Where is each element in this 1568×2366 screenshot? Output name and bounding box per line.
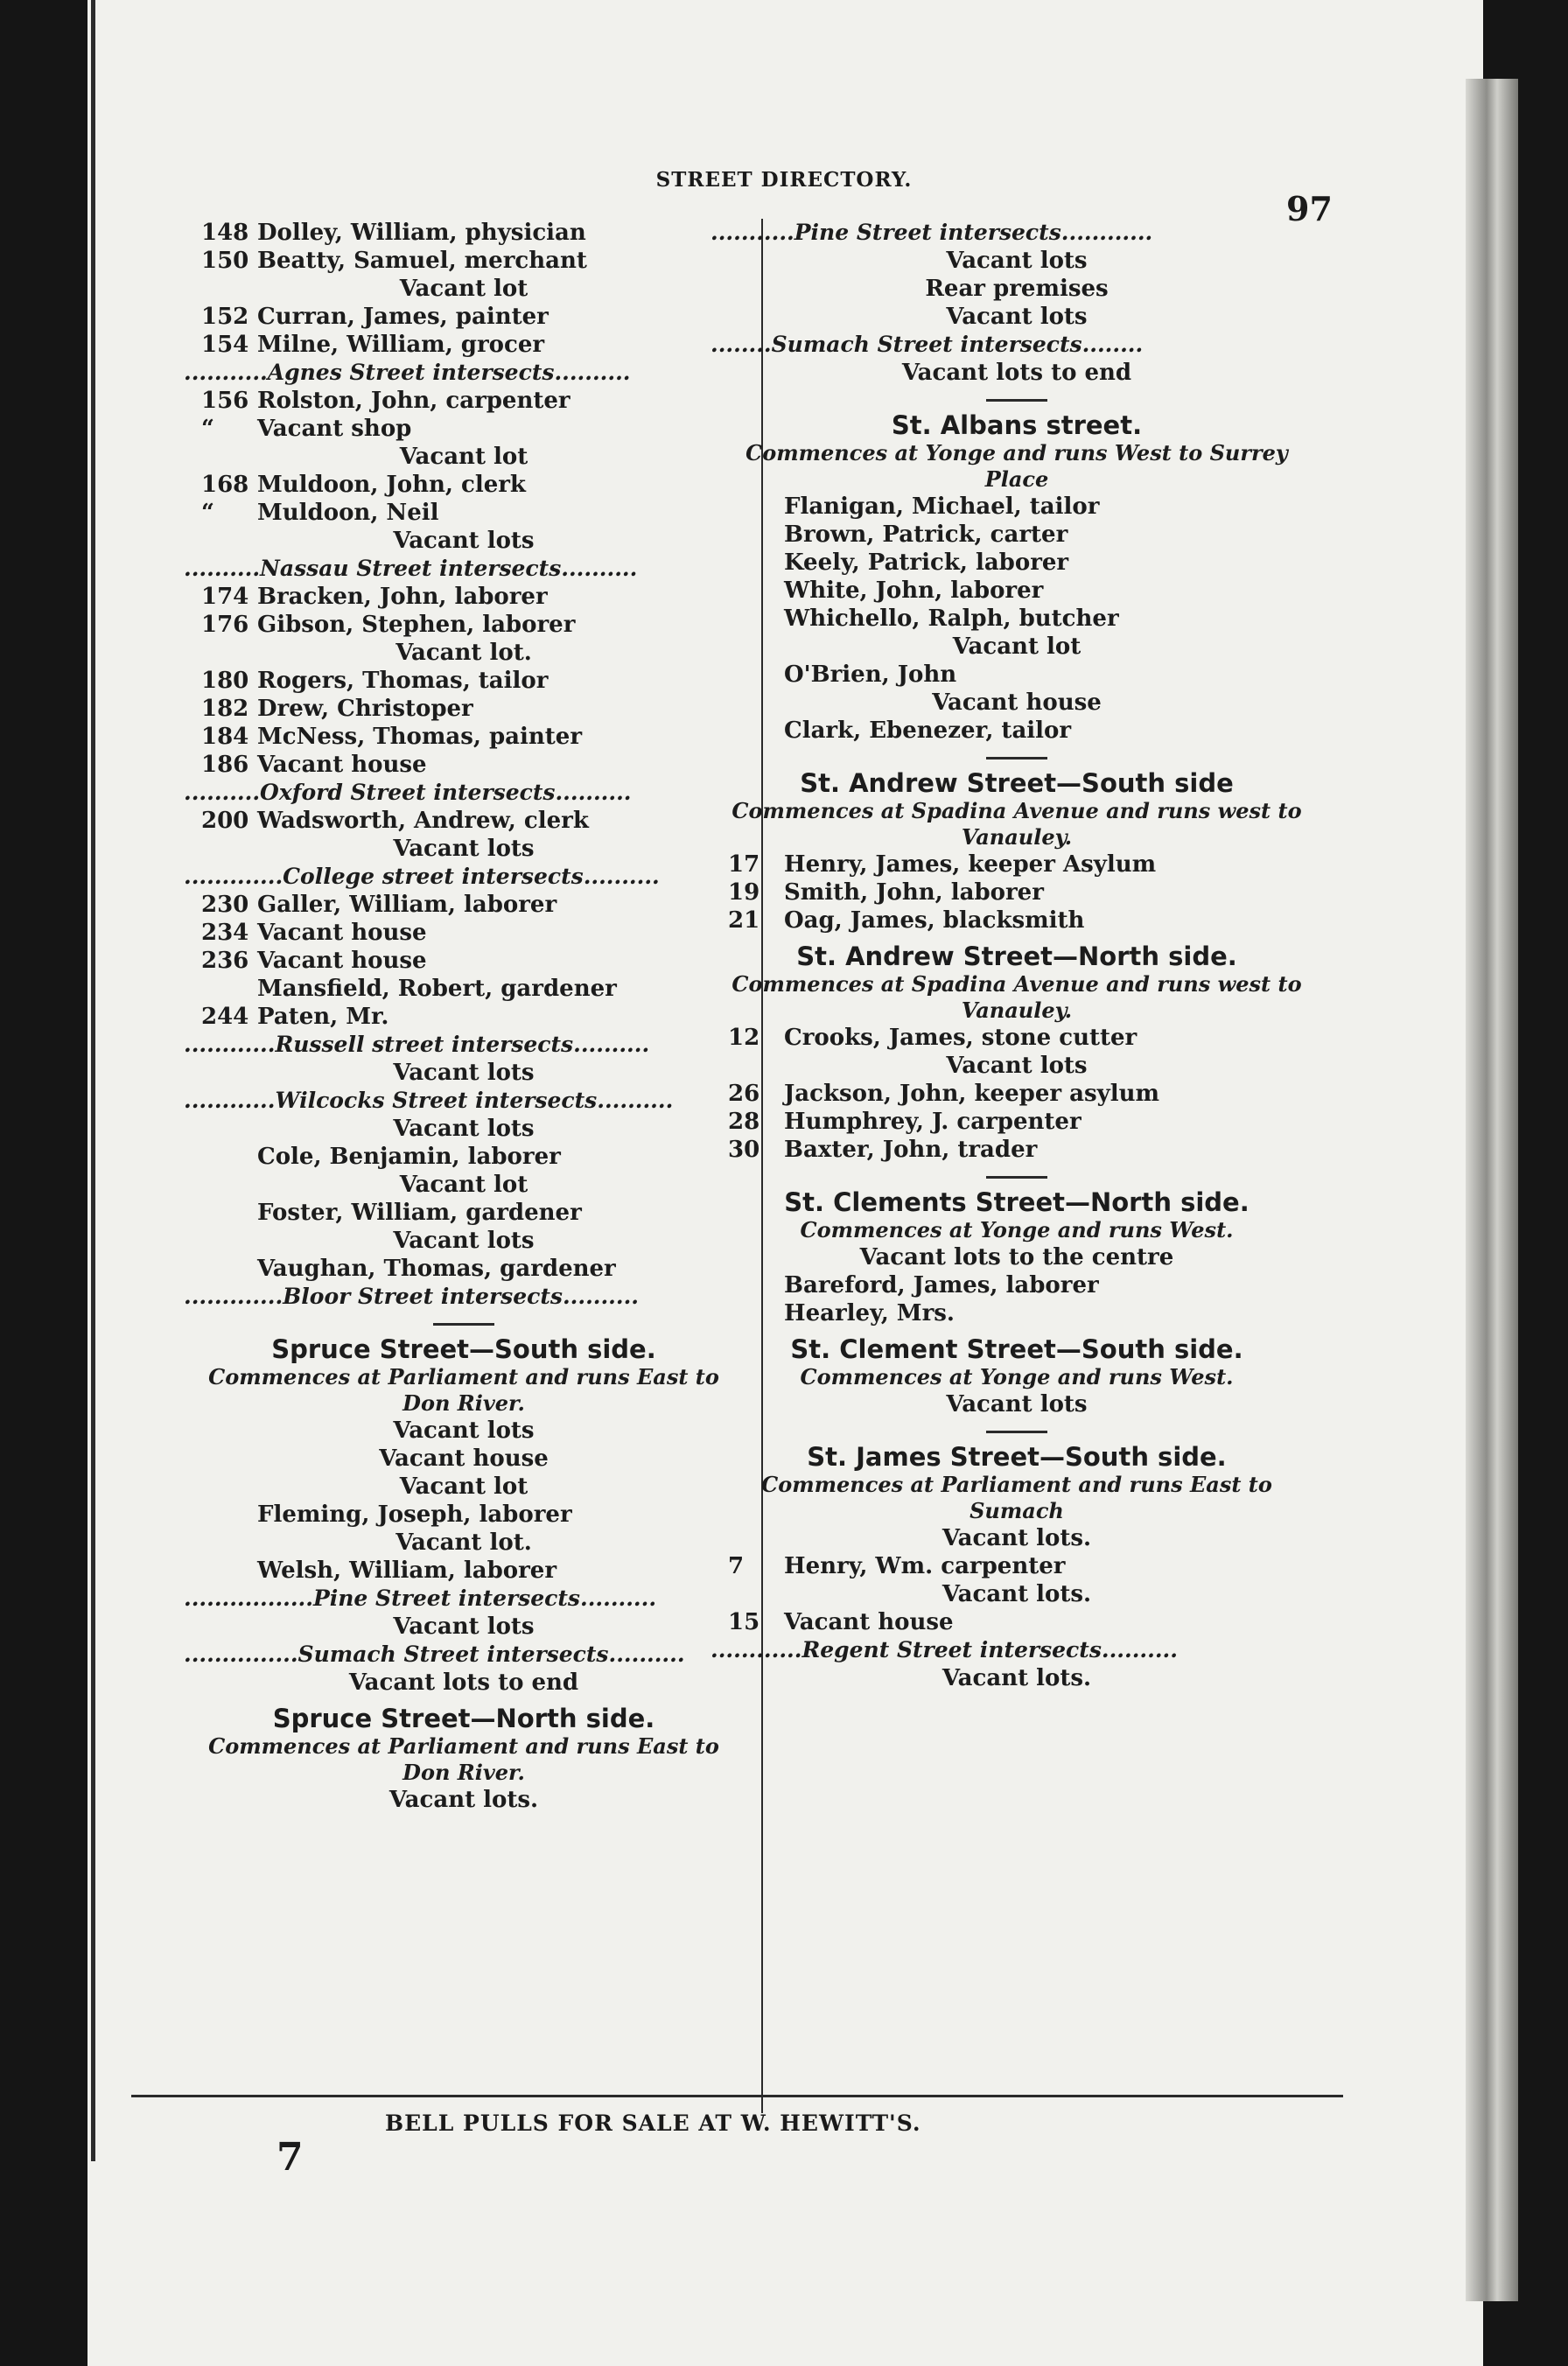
street-intersection: ............Russell street intersects.......... <box>184 1032 650 1057</box>
vacant-entry <box>184 1171 744 1199</box>
vacant-entry <box>710 303 1323 331</box>
vacant-entry <box>710 275 1323 303</box>
vacant-entry <box>710 359 1323 387</box>
resident-name: O'Brien, John <box>784 662 957 688</box>
resident-name: Vacant shop <box>257 416 412 442</box>
house-number: 180 <box>201 668 249 694</box>
house-number: 230 <box>201 892 249 918</box>
vacant-text: Vacant lots. <box>388 1787 539 1813</box>
resident-name: Muldoon, Neil <box>257 500 439 526</box>
street-extent: Commences at Parliament and runs East to Don River. <box>208 1733 719 1785</box>
vacant-text: Vacant lots <box>393 1116 535 1142</box>
house-number: 200 <box>201 808 249 834</box>
directory-entry <box>184 583 744 611</box>
binding-line <box>91 0 95 2161</box>
directory-entry <box>710 577 1323 605</box>
resident-name: Smith, John, laborer <box>784 879 1044 906</box>
street-intersection: ...............Sumach Street intersects.......... <box>184 1642 685 1667</box>
street-heading: Spruce Street—North side. <box>272 1704 655 1733</box>
right-column <box>710 219 1323 1692</box>
vacant-text: Vacant lot <box>399 1474 528 1500</box>
directory-entry <box>710 1271 1323 1299</box>
vacant-text: Vacant lots. <box>942 1525 1092 1551</box>
directory-entry <box>710 521 1323 549</box>
directory-entry <box>710 1299 1323 1327</box>
directory-entry <box>184 919 744 947</box>
directory-entry <box>710 1136 1323 1164</box>
house-number: 156 <box>201 388 249 414</box>
vacant-text: Vacant lots <box>393 1060 535 1086</box>
resident-name: Vaughan, Thomas, gardener <box>257 1256 616 1282</box>
directory-entry <box>710 878 1323 906</box>
directory-entry <box>184 303 744 331</box>
vacant-entry <box>184 1613 744 1641</box>
footer-advert: BELL PULLS FOR SALE AT W. HEWITT'S. <box>385 2110 921 2136</box>
resident-name: Bracken, John, laborer <box>257 584 548 610</box>
resident-name: Crooks, James, stone cutter <box>784 1025 1138 1051</box>
vacant-text: Vacant lots <box>946 248 1088 274</box>
resident-name: Humphrey, J. carpenter <box>784 1109 1082 1135</box>
street-intersection: ...........Agnes Street intersects.......... <box>184 360 631 385</box>
vacant-entry <box>184 527 744 555</box>
resident-name: Jackson, John, keeper asylum <box>784 1081 1159 1107</box>
house-number: 152 <box>201 304 249 330</box>
vacant-entry <box>184 443 744 471</box>
house-number: 148 <box>201 220 249 246</box>
resident-name: Milne, William, grocer <box>257 332 545 358</box>
vacant-text: Vacant lot <box>399 276 528 302</box>
directory-entry <box>710 661 1323 689</box>
street-intersection: .............College street intersects.......... <box>184 864 660 889</box>
directory-entry <box>184 695 744 723</box>
directory-entry <box>710 493 1323 521</box>
vacant-entry <box>184 1417 744 1445</box>
section-dash <box>986 1176 1047 1179</box>
resident-name: Muldoon, John, clerk <box>257 472 526 498</box>
street-heading: Spruce Street—South side. <box>271 1334 656 1364</box>
house-number: 28 <box>728 1109 760 1135</box>
street-extent: Commences at Parliament and runs East to Sumach <box>761 1472 1272 1523</box>
resident-name: Bareford, James, laborer <box>784 1272 1099 1298</box>
street-heading: St. James Street—South side. <box>807 1442 1227 1472</box>
vacant-entry <box>710 1524 1323 1552</box>
resident-name: Brown, Patrick, carter <box>784 522 1068 548</box>
resident-name: Henry, Wm. carpenter <box>784 1553 1066 1579</box>
vacant-entry <box>184 1786 744 1814</box>
resident-name: Wadsworth, Andrew, clerk <box>257 808 589 834</box>
resident-name: Galler, William, laborer <box>257 892 557 918</box>
street-intersection: ..........Nassau Street intersects.......... <box>184 556 638 581</box>
vacant-entry <box>184 1473 744 1501</box>
directory-entry <box>184 415 744 443</box>
house-number: 17 <box>728 851 760 878</box>
house-number: 154 <box>201 332 249 358</box>
running-head: STREET DIRECTORY. <box>655 168 913 192</box>
directory-entry <box>710 1024 1323 1052</box>
directory-entry <box>184 975 744 1003</box>
resident-name: Keely, Patrick, laborer <box>784 550 1069 576</box>
section-dash <box>986 757 1047 760</box>
resident-name: McNess, Thomas, painter <box>257 724 583 750</box>
vacant-text: Vacant lots. <box>942 1665 1092 1691</box>
house-number: 236 <box>201 948 249 974</box>
street-intersection: ............Regent Street intersects.......... <box>710 1637 1178 1662</box>
street-intersection: ..........Oxford Street intersects.......... <box>184 780 632 805</box>
resident-name: Whichello, Ralph, butcher <box>784 606 1119 632</box>
street-intersection: ............Wilcocks Street intersects.......... <box>184 1088 674 1113</box>
house-number: 15 <box>728 1609 760 1635</box>
house-number: 244 <box>201 1004 249 1030</box>
directory-entry <box>184 947 744 975</box>
house-number: 12 <box>728 1025 760 1051</box>
house-number: “ <box>201 500 214 526</box>
vacant-entry <box>710 1243 1323 1271</box>
section-dash <box>986 1431 1047 1433</box>
street-extent: Commences at Spadina Avenue and runs west to Vanauley. <box>732 971 1302 1023</box>
vacant-text: Vacant lot. <box>396 1530 532 1556</box>
resident-name: Vacant house <box>257 752 427 778</box>
resident-name: Cole, Benjamin, laborer <box>257 1144 561 1170</box>
resident-name: Baxter, John, trader <box>784 1137 1038 1163</box>
directory-entry <box>184 499 744 527</box>
street-heading: St. Andrew Street—North side. <box>796 942 1237 971</box>
directory-entry <box>184 1557 744 1585</box>
directory-entry <box>184 1199 744 1227</box>
house-number: 7 <box>728 1553 745 1579</box>
street-intersection: .................Pine Street intersects.......... <box>184 1586 657 1611</box>
vacant-text: Vacant lot <box>399 1172 528 1198</box>
vacant-text: Vacant lot <box>952 634 1082 660</box>
resident-name: Fleming, Joseph, laborer <box>257 1502 572 1528</box>
directory-entry <box>184 219 744 247</box>
resident-name: Henry, James, keeper Asylum <box>784 851 1157 878</box>
street-heading: St. Andrew Street—South side <box>800 768 1234 798</box>
vacant-entry <box>184 1445 744 1473</box>
street-intersection: .............Bloor Street intersects.......... <box>184 1284 639 1309</box>
directory-entry <box>184 723 744 751</box>
house-number: 30 <box>728 1137 760 1163</box>
house-number: “ <box>201 416 214 442</box>
vacant-text: Vacant lot. <box>396 640 532 666</box>
directory-entry <box>710 1552 1323 1580</box>
directory-entry <box>184 1255 744 1283</box>
directory-entry <box>184 1003 744 1031</box>
resident-name: Gibson, Stephen, laborer <box>257 612 576 638</box>
resident-name: Welsh, William, laborer <box>257 1558 557 1584</box>
section-dash <box>986 399 1047 402</box>
resident-name: Clark, Ebenezer, tailor <box>784 718 1072 744</box>
directory-entry <box>184 1143 744 1171</box>
directory-entry <box>184 891 744 919</box>
left-column <box>184 219 744 1814</box>
directory-entry <box>710 717 1323 745</box>
house-number: 19 <box>728 879 760 906</box>
vacant-entry <box>184 835 744 863</box>
directory-entry <box>710 1608 1323 1636</box>
directory-entry <box>184 1501 744 1529</box>
signature-mark: 7 <box>276 2135 304 2180</box>
house-number: 174 <box>201 584 249 610</box>
resident-name: White, John, laborer <box>784 578 1044 604</box>
vacant-text: Vacant lots <box>946 304 1088 330</box>
vacant-text: Vacant lots <box>393 528 535 554</box>
section-dash <box>433 1323 494 1326</box>
vacant-entry <box>184 1669 744 1697</box>
resident-name: Vacant house <box>257 920 427 946</box>
street-extent: Commences at Yonge and runs West. <box>800 1364 1234 1390</box>
bottom-rule <box>131 2095 1343 2097</box>
vacant-entry <box>184 639 744 667</box>
vacant-text: Vacant lots <box>946 1053 1088 1079</box>
vacant-entry <box>184 1529 744 1557</box>
resident-name: Hearley, Mrs. <box>784 1300 955 1326</box>
vacant-text: Vacant lots <box>946 1391 1088 1418</box>
vacant-entry <box>710 1390 1323 1418</box>
street-extent: Commences at Yonge and runs West to Surrey Place <box>746 440 1288 492</box>
vacant-entry <box>710 247 1323 275</box>
vacant-text: Vacant house <box>379 1446 549 1472</box>
house-number: 186 <box>201 752 249 778</box>
vacant-text: Vacant house <box>932 690 1102 716</box>
vacant-entry <box>710 1664 1323 1692</box>
street-heading: St. Clement Street—South side. <box>790 1334 1243 1364</box>
street-heading: St. Clements Street—North side. <box>784 1187 1250 1217</box>
directory-entry <box>710 906 1323 934</box>
resident-name: Rogers, Thomas, tailor <box>257 668 549 694</box>
directory-entry <box>184 751 744 779</box>
directory-entry <box>710 1080 1323 1108</box>
house-number: 176 <box>201 612 249 638</box>
directory-entry <box>710 1108 1323 1136</box>
resident-name: Drew, Christoper <box>257 696 473 722</box>
resident-name: Dolley, William, physician <box>257 220 586 246</box>
resident-name: Mansfield, Robert, gardener <box>257 976 617 1002</box>
street-heading: St. Albans street. <box>891 410 1143 440</box>
street-extent: Commences at Spadina Avenue and runs west to Vanauley. <box>732 798 1302 850</box>
resident-name: Oag, James, blacksmith <box>784 907 1085 934</box>
resident-name: Beatty, Samuel, merchant <box>257 248 587 274</box>
directory-entry <box>184 331 744 359</box>
street-intersection: ...........Pine Street intersects............ <box>710 220 1153 245</box>
vacant-entry <box>184 275 744 303</box>
house-number: 184 <box>201 724 249 750</box>
directory-entry <box>184 387 744 415</box>
vacant-text: Vacant lots to end <box>348 1670 579 1696</box>
directory-entry <box>710 605 1323 633</box>
house-number: 182 <box>201 696 249 722</box>
vacant-entry <box>710 633 1323 661</box>
vacant-text: Rear premises <box>925 276 1109 302</box>
vacant-text: Vacant lot <box>399 444 528 470</box>
street-extent: Commences at Yonge and runs West. <box>800 1217 1234 1242</box>
vacant-entry <box>710 1052 1323 1080</box>
directory-entry <box>184 247 744 275</box>
resident-name: Curran, James, painter <box>257 304 549 330</box>
vacant-text: Vacant lots. <box>942 1581 1092 1607</box>
street-extent: Commences at Parliament and runs East to Don River. <box>208 1364 719 1416</box>
house-number: 234 <box>201 920 249 946</box>
page-edge <box>1466 79 1518 2301</box>
vacant-text: Vacant lots <box>393 836 535 862</box>
vacant-text: Vacant lots to end <box>901 360 1132 386</box>
house-number: 150 <box>201 248 249 274</box>
street-intersection: ........Sumach Street intersects........ <box>710 332 1144 357</box>
vacant-entry <box>710 1580 1323 1608</box>
house-number: 21 <box>728 907 760 934</box>
vacant-entry <box>710 689 1323 717</box>
vacant-text: Vacant lots <box>393 1418 535 1444</box>
vacant-text: Vacant lots <box>393 1228 535 1254</box>
directory-entry <box>710 850 1323 878</box>
resident-name: Vacant house <box>257 948 427 974</box>
resident-name: Rolston, John, carpenter <box>257 388 570 414</box>
directory-entry <box>184 471 744 499</box>
vacant-entry <box>184 1227 744 1255</box>
vacant-text: Vacant lots <box>393 1614 535 1640</box>
house-number: 26 <box>728 1081 760 1107</box>
resident-name: Foster, William, gardener <box>257 1200 582 1226</box>
directory-entry <box>184 807 744 835</box>
page-number: 97 <box>1286 189 1333 228</box>
house-number: 168 <box>201 472 249 498</box>
vacant-entry <box>184 1059 744 1087</box>
vacant-text: Vacant lots to the centre <box>859 1244 1174 1270</box>
resident-name: Vacant house <box>784 1609 954 1635</box>
resident-name: Paten, Mr. <box>257 1004 389 1030</box>
resident-name: Flanigan, Michael, tailor <box>784 494 1100 520</box>
directory-entry <box>184 611 744 639</box>
directory-entry <box>184 667 744 695</box>
directory-entry <box>710 549 1323 577</box>
vacant-entry <box>184 1115 744 1143</box>
